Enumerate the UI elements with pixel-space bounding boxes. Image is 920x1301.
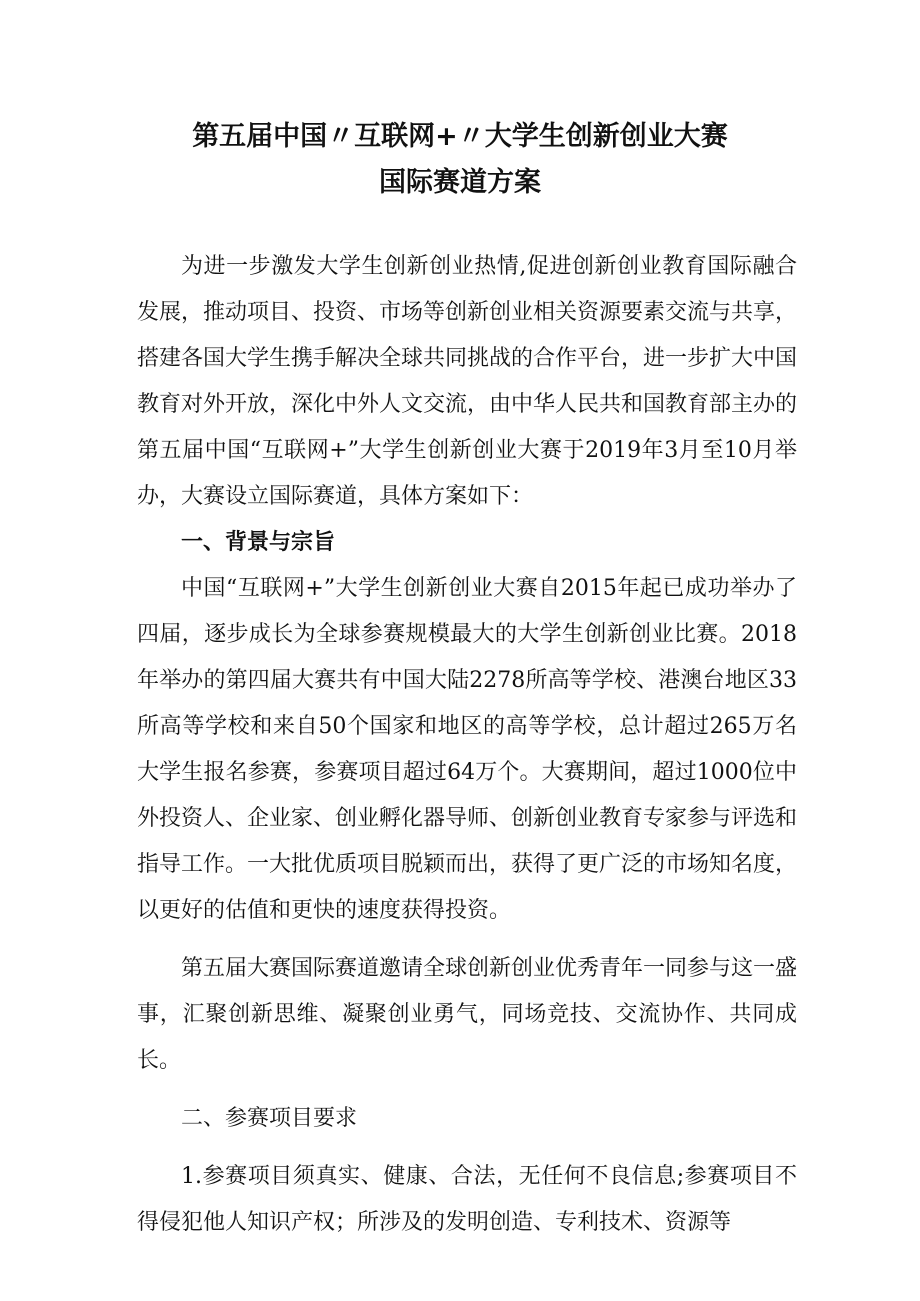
paragraph-gap xyxy=(137,1142,797,1154)
section1-heading: 一、背景与宗旨 xyxy=(181,530,336,555)
document-title-line2: 国际赛道方案 xyxy=(379,167,541,198)
paragraph-gap xyxy=(137,1084,797,1096)
document-title-line1: 第五届中国〃互联网+〃大学生创新创业大赛 xyxy=(192,121,728,152)
section1-paragraph-1: 中国“互联网+”大学生创新创业大赛自2015年起已成功举办了四届，逐步成长为全球参赛规模最大的大学生创新创业比赛。2018年举办的第四届大赛共有中国大陆2278所高等学校、港澳台地区33所高等学校和来自50个国家和地区的高等学校，总计超过265万名大学生报名参赛，参赛项目超过64万个。大赛期间，超过1000位中外投资人、企业家、创业孵化器导师、创新创业教育专家参与评选和指导工作。一大批优质项目脱颖而出，获得了更广泛的市场知名度，以更好的估值和更快的速度获得投资。 xyxy=(137,576,798,923)
paragraph-gap xyxy=(137,934,797,946)
section2-item-1: 1.参赛项目须真实、健康、合法，无任何不良信息;参赛项目不得侵犯他人知识产权；所涉及的发明创造、专利技术、资源等 xyxy=(137,1164,797,1235)
intro-paragraph: 为进一步激发大学生创新创业热情,促进创新创业教育国际融合发展，推动项目、投资、市场等创新创业相关资源要素交流与共享，搭建各国大学生携手解决全球共同挑战的合作平台，进一步扩大中国教育对外开放，深化中外人文交流，由中华人民共和国教育部主办的第五届中国“互联网+”大学生创新创业大赛于2019年3月至10月举办，大赛设立国际赛道，具体方案如下： xyxy=(137,254,798,509)
section2-heading: 二、参赛项目要求 xyxy=(181,1106,358,1131)
document-body xyxy=(137,244,797,1246)
section1-paragraph-2: 第五届大赛国际赛道邀请全球创新创业优秀青年一同参与这一盛事，汇聚创新思维、凝聚创业勇气，同场竞技、交流协作、共同成长。 xyxy=(137,956,798,1073)
